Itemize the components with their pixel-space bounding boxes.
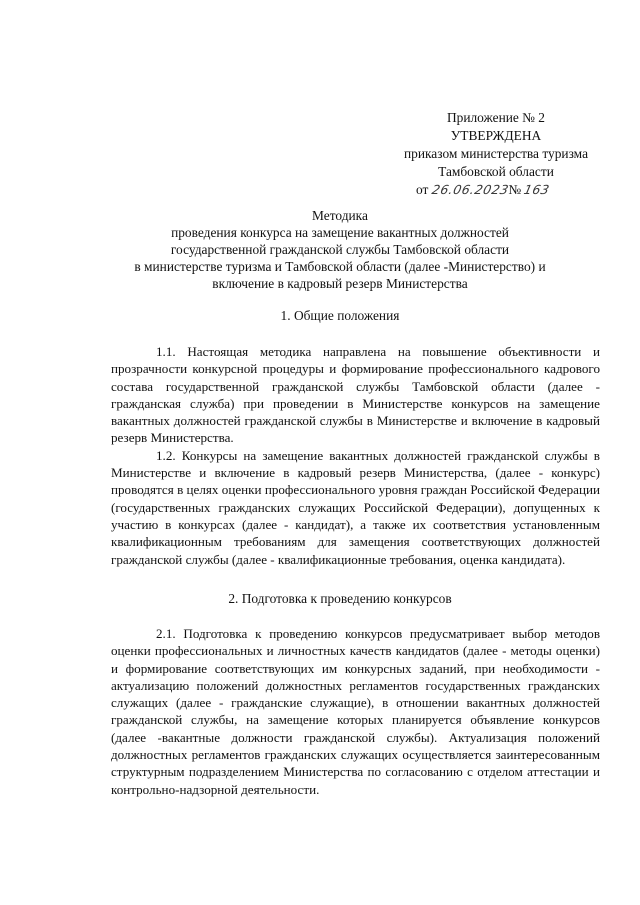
paragraph-2-1: 2.1. Подготовка к проведению конкурсов предусматривает выбор методов оценки профессиональных и личностных качеств кандидатов (далее - методы оценки) и формирование соответствующих им конкурсных заданий, при необходимости - актуализацию положений должностных регламентов государственных гражданских служащих (далее - гражданские служащие), в отношении вакантных должностей гражданской службы, на замещение которых планируется объявление конкурсов (далее -вакантные должности гражданской службы). Актуализация положений должностных регламентов гражданских служащих осуществляется заинтересованным структурным подразделением Министерства по согласованию с отделом аттестации и контрольно-надзорной деятельности. xyxy=(111,626,600,797)
order-label: приказом министерства туризма xyxy=(403,146,589,161)
title-line-4: включение в кадровый резерв Министерства xyxy=(212,276,468,291)
order-date-line xyxy=(416,181,596,199)
number-prefix: № xyxy=(508,182,522,197)
handwritten-date: 26.06.2023 xyxy=(430,182,511,197)
title-line-3: в министерстве туризма и Тамбовской области (далее -Министерство) и xyxy=(134,259,546,274)
date-prefix: от xyxy=(416,182,429,197)
document-title-block xyxy=(80,207,600,292)
section-1-body xyxy=(111,343,600,568)
paragraph-1-1: 1.1. Настоящая методика направлена на повышение объективности и прозрачности конкурсной процедуры и формирование профессионального кадрового состава государственной гражданской службы Тамбовской области (далее - гражданская служба) при проведении в Министерстве конкурсов на замещение вакантных должностей гражданской службы в Министерстве и включение в кадровый резерв Министерства. xyxy=(111,344,600,446)
section-2-body xyxy=(111,625,600,798)
paragraph-1-2: 1.2. Конкурсы на замещение вакантных должностей гражданской службы в Министерстве и включение в кадровый резерв Министерства, (далее - конкурс) проводятся в целях оценки профессионального уровня граждан Российской Федерации (государственных гражданских служащих Российской Федерации), допущенных к участию в конкурсах (далее - кандидат), а также их соответствия установленным квалификационным требованиям для замещения соответствующих должностей гражданской службы (далее - квалификационные требования, оценка кандидата). xyxy=(111,447,600,567)
approved-label: УТВЕРЖДЕНА xyxy=(450,128,542,143)
document-title: Методика xyxy=(312,208,368,223)
title-line-1: проведения конкурса на замещение вакантных должностей xyxy=(171,225,509,240)
title-line-2: государственной гражданской службы Тамбовской области xyxy=(170,242,510,257)
handwritten-number: 163 xyxy=(522,182,552,197)
section-1-heading: 1. Общие положения xyxy=(280,308,400,323)
section-2-heading: 2. Подготовка к проведению конкурсов xyxy=(228,591,452,606)
region-label: Тамбовской области xyxy=(438,164,554,179)
appendix-label: Приложение № 2 xyxy=(446,110,546,125)
approval-stamp-block xyxy=(396,109,596,199)
